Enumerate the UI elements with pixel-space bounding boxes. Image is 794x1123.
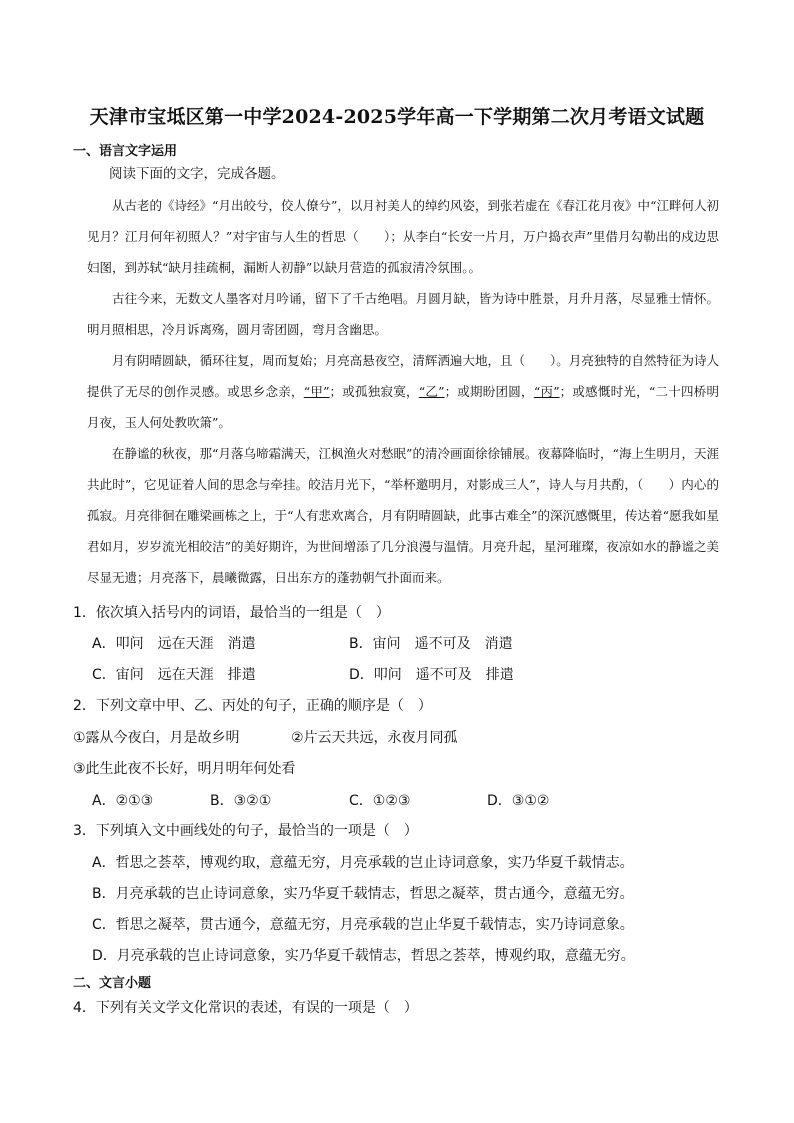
question-1-option-c[interactable]: C．宙问 远在天涯 排遣 bbox=[92, 667, 256, 683]
reading-instruction: 阅读下面的文字，完成各题。 bbox=[109, 166, 285, 182]
question-2-sentence-1: ①露从今夜白，月是故乡明 bbox=[73, 730, 240, 746]
section-heading-classical-chinese: 二、文言小题 bbox=[73, 976, 152, 991]
question-2-stem: 2．下列文章中甲、乙、丙处的句子，正确的顺序是（ ） bbox=[73, 698, 432, 714]
question-4-stem: 4．下列有关文学文化常识的表述，有误的一项是（ ） bbox=[73, 1000, 418, 1016]
question-3-option-a[interactable]: A．哲思之荟萃，博观约取，意蕴无穷，月亮承载的岂止诗词意象，实乃华夏千载情志。 bbox=[92, 855, 634, 871]
question-1-option-a[interactable]: A．叩问 远在天涯 消遣 bbox=[92, 636, 256, 652]
blank-jia: “甲” bbox=[303, 384, 330, 399]
question-2-option-a[interactable]: A．②①③ bbox=[92, 793, 154, 809]
question-1-stem: 1．依次填入括号内的词语，最恰当的一组是（ ） bbox=[73, 605, 390, 621]
question-3-stem: 3．下列填入文中画线处的句子，最恰当的一项是（ ） bbox=[73, 823, 418, 839]
exam-title: 天津市宝坻区第一中学2024-2025学年高一下学期第二次月考语文试题 bbox=[89, 106, 705, 128]
passage-paragraph-4: 在静谧的秋夜，那“月落乌啼霜满天，江枫渔火对愁眠”的清冷画面徐徐铺展。夜幕降临时，“海上生明月，天涯共此时”，它见证着人间的思念与牵挂。皎洁月光下，“举杯邀明月，对影成三人”，诗人与月共酌，（ ）内心的孤寂。月亮徘徊在雕梁画栋之上，于“人有悲欢离合，月有阴晴圆缺，此事古难全”的深沉感慨里，传达着“愿我如星君如月，岁岁流光相皎洁”的美好期许，为世间增添了几分浪漫与温情。月亮升起，星河璀璨，夜凉如水的静谧之美尽显无遗；月亮落下，晨曦微露，日出东方的蓬勃朝气扑面而来。 bbox=[87, 446, 719, 585]
question-3-option-b[interactable]: B．月亮承载的岂止诗词意象，实乃华夏千载情志，哲思之凝萃，贯古通今，意蕴无穷。 bbox=[92, 886, 634, 902]
passage-paragraph-1: 从古老的《诗经》“月出皎兮，佼人僚兮”，以月衬美人的绰约风姿，到张若虚在《春江花月夜》中“江畔何人初见月？江月何年初照人？”对宇宙与人生的哲思（ ）；从李白“长安一片月，万户捣衣声”里借月勾勒出的戍边思妇图，到苏轼“缺月挂疏桐，漏断人初静”以缺月营造的孤寂清冷氛围。。 bbox=[87, 198, 719, 275]
question-3-option-c[interactable]: C．哲思之凝萃，贯古通今，意蕴无穷，月亮承载的岂止华夏千载情志，实乃诗词意象。 bbox=[92, 917, 634, 933]
paragraph-3-text-a: 月有阴晴圆缺，循环往复，周而复始；月亮高悬夜空，清辉洒遍大地，且（ ）。月亮独特的自然特征为诗人提供了无尽的创作灵感。或思乡念亲， bbox=[87, 353, 719, 399]
paragraph-3-text-c: ；或期盼团圆， bbox=[444, 384, 534, 399]
question-2-option-b[interactable]: B．③②① bbox=[210, 793, 272, 809]
question-2-option-d[interactable]: D．③①② bbox=[487, 793, 550, 809]
question-2-sentence-2: ②片云天共远，永夜月同孤 bbox=[291, 730, 458, 746]
question-2-option-c[interactable]: C．①②③ bbox=[349, 793, 411, 809]
paragraph-3-text-d: ；或感慨时光，“二十四桥明月夜，玉人何处教吹箫”。 bbox=[87, 384, 719, 430]
question-1-option-d[interactable]: D．叩问 遥不可及 排遣 bbox=[349, 667, 514, 683]
question-2-sentence-3: ③此生此夜不长好，明月明年何处看 bbox=[73, 761, 296, 777]
passage-paragraph-3 bbox=[87, 345, 719, 438]
paragraph-3-text-b: ；或孤独寂寞， bbox=[329, 384, 419, 399]
question-1-option-b[interactable]: B．宙问 遥不可及 消遣 bbox=[349, 636, 513, 652]
question-3-option-d[interactable]: D．月亮承载的岂止诗词意象，实乃华夏千载情志，哲思之荟萃，博观约取，意蕴无穷。 bbox=[92, 948, 635, 964]
section-heading-language-use: 一、语言文字运用 bbox=[73, 144, 178, 159]
blank-bing: “丙” bbox=[533, 384, 560, 399]
blank-yi: “乙” bbox=[418, 384, 445, 399]
passage-paragraph-2: 古往今来，无数文人墨客对月吟诵，留下了千古绝唱。月圆月缺，皆为诗中胜景，月升月落，尽显雅士情怀。明月照相思，冷月诉离殇，圆月寄团圆，弯月含幽思。 bbox=[87, 291, 719, 337]
